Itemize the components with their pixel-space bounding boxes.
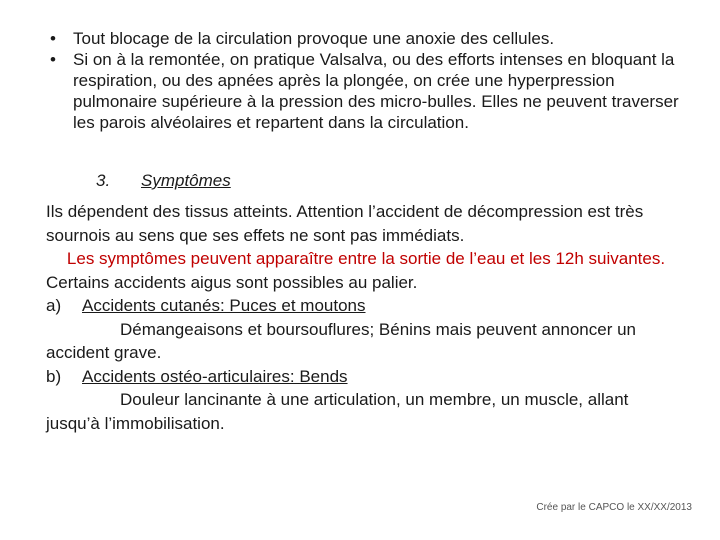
item-a-description — [46, 318, 686, 365]
bullet-list — [50, 28, 690, 133]
item-b-description-text: Douleur lancinante à une articulation, un membre, un muscle, allant jusqu’à l’immobilisation. — [46, 390, 629, 433]
bullet-text: Si on à la remontée, on pratique Valsalva, ou des efforts intenses en bloquant la respiration, ou des apnées après la plongée, on crée une hyperpression pulmonaire supérieure à la pression des micro-bulles. Elles ne peuvent traverser les parois alvéolaires et repartent dans la circulation. — [73, 50, 679, 132]
item-a-label: Accidents cutanés: Puces et moutons — [82, 296, 366, 315]
item-b-heading — [46, 365, 686, 389]
bullet-item — [50, 49, 690, 133]
item-b-letter: b) — [46, 366, 62, 386]
palier-note: Certains accidents aigus sont possibles au palier. — [46, 272, 418, 292]
footer-credit: Crée par le CAPCO le XX/XX/2013 — [536, 502, 692, 513]
intro-paragraph: Ils dépendent des tissus atteints. Attention l’accident de décompression est très sournois au sens que ses effets ne sont pas immédiats. — [46, 202, 644, 245]
section-heading — [96, 170, 231, 191]
item-a-heading — [46, 294, 686, 318]
item-b-label: Accidents ostéo-articulaires: Bends — [82, 366, 348, 386]
item-a-letter: a) — [46, 296, 62, 315]
bullet-item — [50, 28, 690, 49]
section-title: Symptômes — [141, 171, 231, 190]
bullet-dot-icon: • — [50, 50, 56, 69]
section-number: 3. — [96, 171, 111, 190]
item-a-description-text: Démangeaisons et boursouflures; Bénins mais peuvent annoncer un accident grave. — [46, 319, 636, 362]
item-b-description — [46, 388, 686, 435]
bullet-dot-icon: • — [50, 29, 56, 48]
body-text — [46, 200, 686, 435]
bullet-text: Tout blocage de la circulation provoque une anoxie des cellules. — [73, 29, 555, 48]
warning-text: Les symptômes peuvent apparaître entre la sortie de l’eau et les 12h suivantes. — [66, 249, 666, 268]
